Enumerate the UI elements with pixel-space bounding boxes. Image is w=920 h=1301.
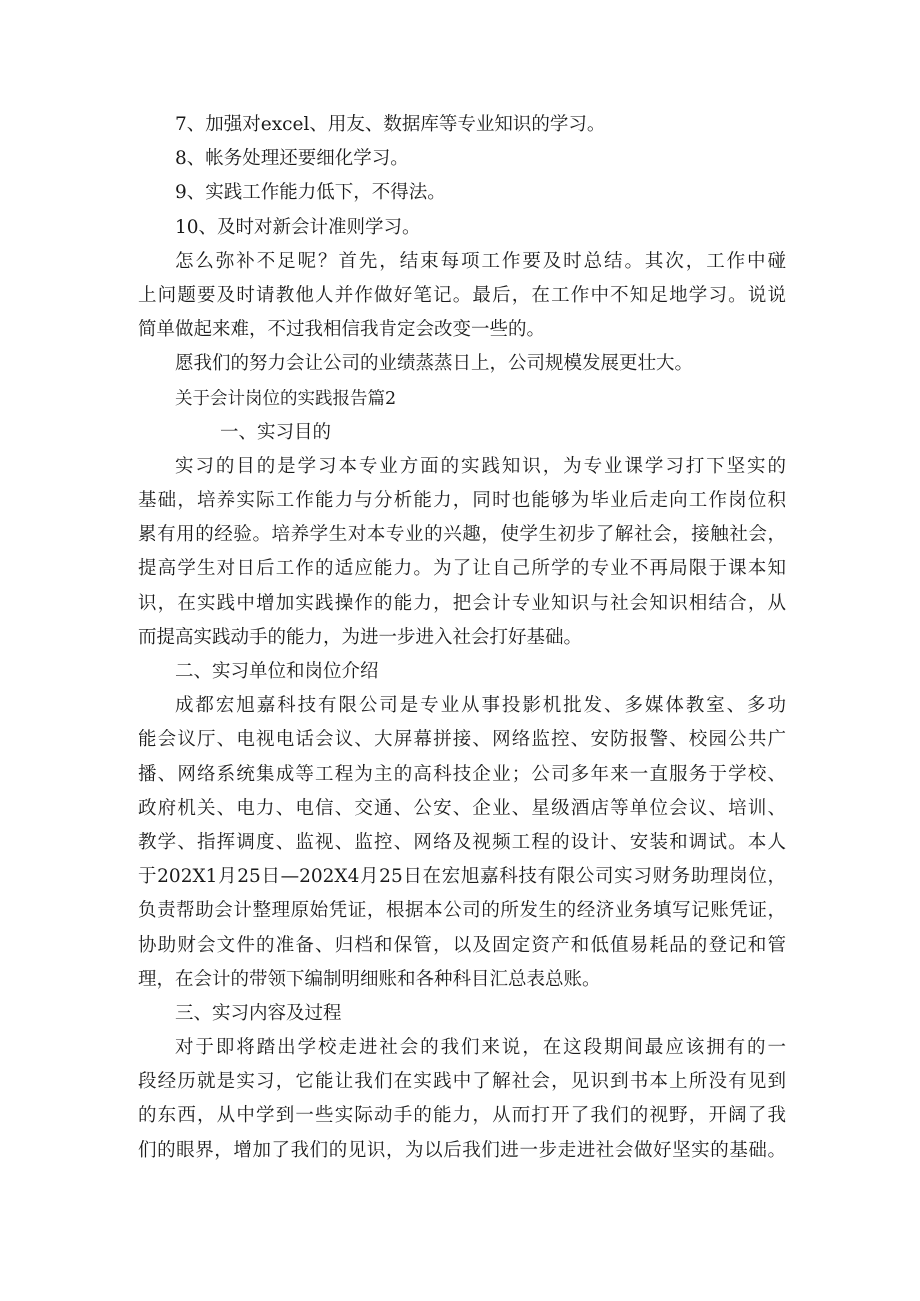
paragraph-line: 累有用的经验。培养学生对本专业的兴趣，使学生初步了解社会，接触社会， [138,524,786,546]
paragraph-line: 简单做起来难，不过我相信我肯定会改变一些的。 [138,319,546,341]
paragraph-line: 理，在会计的带领下编制明细账和各种科目汇总表总账。 [138,968,601,990]
wish-line: 愿我们的努力会让公司的业绩蒸蒸日上，公司规模发展更壮大。 [175,353,694,375]
paragraph-line: 而提高实践动手的能力，为进一步进入社会打好基础。 [138,626,583,648]
paragraph-line: 成都宏旭嘉科技有限公司是专业从事投影机批发、多媒体教室、多功 [175,695,786,717]
section-heading: 三、实习内容及过程 [175,1002,342,1024]
paragraph-line: 基础，培养实际工作能力与分析能力，同时也能够为毕业后走向工作岗位积 [138,490,786,512]
list-item: 7、加强对excel、用友、数据库等专业知识的学习。 [175,114,606,135]
list-item: 10、及时对新会计准则学习。 [175,216,421,238]
paragraph-line: 实习的目的是学习本专业方面的实践知识，为专业课学习打下坚实的 [175,455,786,477]
document-page [138,108,786,1168]
paragraph-line: 能会议厅、电视电话会议、大屏幕拼接、网络监控、安防报警、校园公共广 [138,729,786,751]
article-title: 关于会计岗位的实践报告篇2 [175,388,397,409]
paragraph-line: 识，在实践中增加实践操作的能力，把会计专业知识与社会知识相结合，从 [138,592,786,614]
paragraph-line: 段经历就是实习，它能让我们在实践中了解社会，见识到书本上所没有见到 [138,1071,786,1093]
paragraph-line: 播、网络系统集成等工程为主的高科技企业；公司多年来一直服务于学校、 [138,763,786,785]
paragraph-line: 们的眼界，增加了我们的见识，为以后我们进一步走进社会做好坚实的基础。 [138,1139,786,1161]
paragraph-line: 怎么弥补不足呢？首先，结束每项工作要及时总结。其次，工作中碰 [175,250,786,272]
section-heading: 二、实习单位和岗位介绍 [175,661,379,682]
list-item: 8、帐务处理还要细化学习。 [175,148,409,170]
paragraph-line: 提高学生对日后工作的适应能力。为了让自己所学的专业不再局限于课本知 [138,558,786,580]
paragraph-line: 的东西，从中学到一些实际动手的能力，从而打开了我们的视野，开阔了我 [138,1105,786,1127]
paragraph-line: 于202X1月25日—202X4月25日在宏旭嘉科技有限公司实习财务助理岗位， [138,866,786,888]
paragraph-line: 上问题要及时请教他人并作做好笔记。最后，在工作中不知足地学习。说说 [138,284,786,306]
paragraph-line: 协助财会文件的准备、归档和保管，以及固定资产和低值易耗品的登记和管 [138,934,786,956]
paragraph-line: 教学、指挥调度、监视、监控、网络及视频工程的设计、安装和调试。本人 [138,831,786,853]
paragraph-line: 对于即将踏出学校走进社会的我们来说，在这段期间最应该拥有的一 [175,1037,786,1059]
paragraph-line: 政府机关、电力、电信、交通、公安、企业、星级酒店等单位会议、培训、 [138,797,786,819]
paragraph-line: 负责帮助会计整理原始凭证，根据本公司的所发生的经济业务填写记账凭证， [138,900,786,922]
list-item: 9、实践工作能力低下，不得法。 [175,182,446,204]
section-heading: 一、实习目的 [220,421,332,443]
